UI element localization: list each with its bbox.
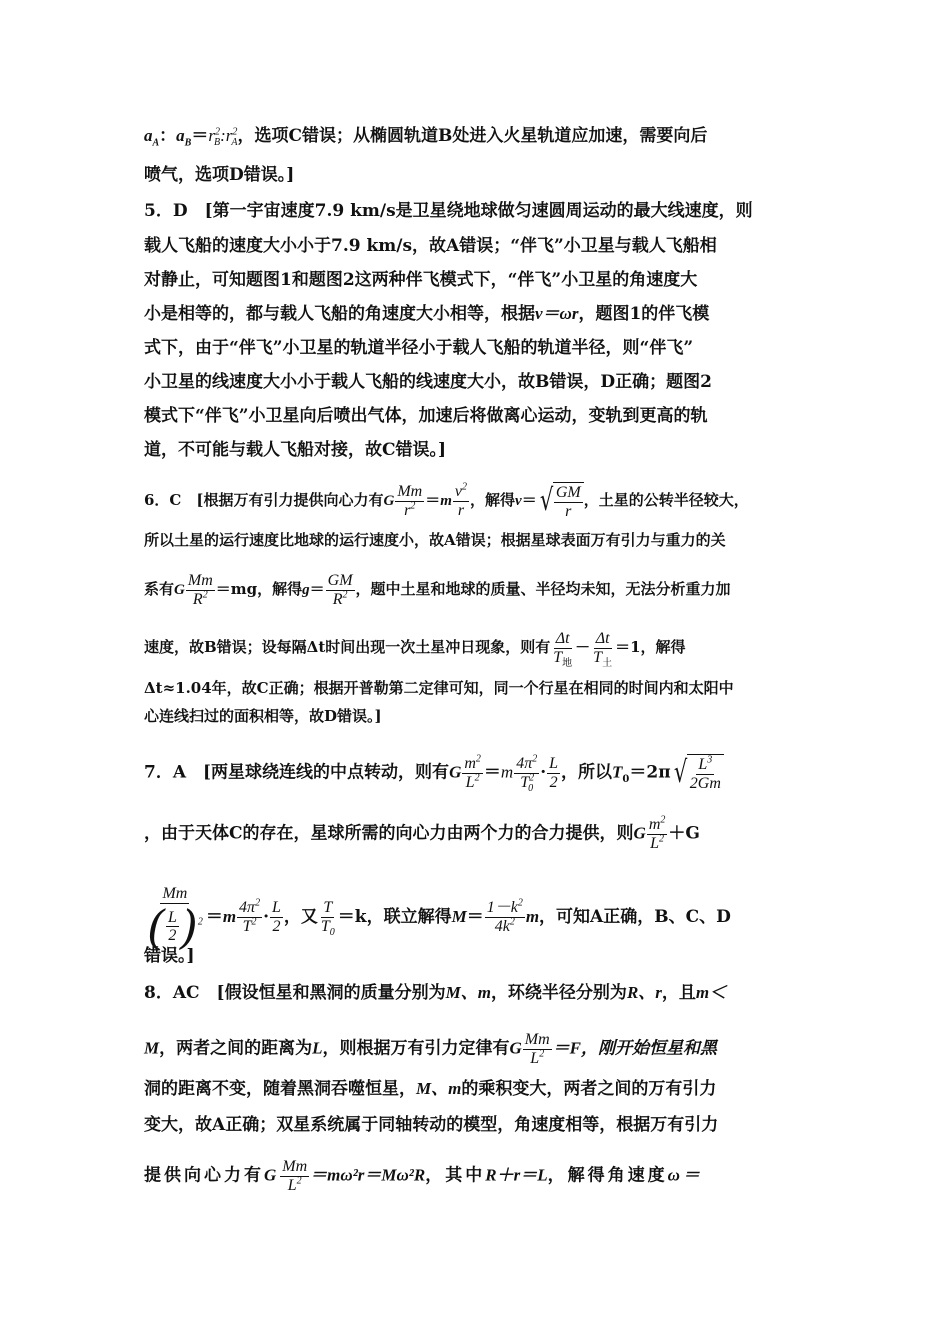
sqrt-GM-r: √ $\frac{GM}{r}$ xyxy=(537,482,584,520)
line-2: 喷气，选项D错误。] xyxy=(144,165,295,185)
q6-line-6: 心连线扫过的面积相等，故D错误。] xyxy=(144,707,382,725)
fraction-4pi2-T02: $\frac{4\pi^2}{T^2_0}$ xyxy=(516,753,538,794)
fraction-Mm-L2-b: $\frac{Mm}{L^2}$ xyxy=(282,1158,308,1194)
q7-line-2: ，由于天体C的存在，星球所需的向心力由两个力的合力提供，则G $\frac{m^2}{L^2}$ ＋G xyxy=(144,814,700,852)
q8-line-1: 8．AC [假设恒星和黑洞的质量分别为M、m，环绕半径分别为R、r，且m＜ xyxy=(144,983,727,1003)
line-1: $a_A$：$a_B=r^2_B:r^2_A$，选项C错误；从椭圆轨道B处进入火星轨道应加速，需要向后 xyxy=(144,126,708,149)
fraction-1mk2-4k2: $\frac{1-k^2}{4k^2}$ xyxy=(486,897,523,935)
q5-line-2: 载人飞船的速度大小小于7.9 km/s，故A错误；“伴飞”小卫星与载人飞船相 xyxy=(144,236,717,256)
q6-line-4: 速度，故B错误；设每隔Δt时间出现一次土星冲日现象，则有 $\frac{\Delta t}{T_地}$ － $\frac{\Delta t}{T_土}$ ＝1，解得 xyxy=(144,630,686,669)
q5-line-4: 小是相等的，都与载人飞船的角速度大小相等，根据v＝ωr，题图1的伴飞模 xyxy=(144,304,710,324)
q5-line-8: 道，不可能与载人飞船对接，故C错误。] xyxy=(144,440,447,460)
fraction-v2-r: $\frac{v^2}{r}$ xyxy=(454,481,468,519)
fraction-m2-L2: $\frac{m^2}{L^2}$ xyxy=(464,753,481,791)
q6-line-2: 所以土星的运行速度比地球的运行速度小，故A错误；根据星球表面万有引力与重力的关 xyxy=(144,531,726,549)
sqrt-L3-2Gm: √ $\frac{L^3}{2Gm}$ xyxy=(671,754,724,792)
q8-line-5: 提供向心力有G $\frac{Mm}{L^2}$ ＝mω²r＝Mω²R，其中R＋r＝L，解得角速度ω＝ xyxy=(144,1158,703,1194)
q6-line-3: 系有G $\frac{Mm}{R^2}$ ＝mg，解得g＝ $\frac{GM}{R^2}$ ，题中土星和地球的质量、半径均未知，无法分析重力加 xyxy=(144,572,731,608)
q7-line-3: Mm ( $\frac{L}{2}$ )$^2$ ＝m $\frac{4\pi^2}{T^2}$ · $\frac{L}{2}$ ，又 $\frac{T}{T_0}$ ＝k，联立解得M＝ $\frac{1-k^2}{4k^2}$ m，可知A正确，B、C、D xyxy=(147,885,731,954)
q5-line-5: 式下，由于“伴飞”小卫星的轨道半径小于载人飞船的轨道半径，则“伴飞” xyxy=(144,338,694,358)
fraction-Mm-L2: $\frac{Mm}{L^2}$ xyxy=(524,1031,550,1067)
fraction-L-2: $\frac{L}{2}$ xyxy=(549,755,559,791)
fraction-Mm-halfL2: Mm ( $\frac{L}{2}$ )$^2$ xyxy=(147,885,203,954)
a-A: $a_A$ xyxy=(144,126,160,149)
fraction-4pi2-T2: $\frac{4\pi^2}{T^2}$ xyxy=(239,897,261,935)
q8-line-3: 洞的距离不变，随着黑洞吞噬恒星，M、m的乘积变大，两者之间的万有引力 xyxy=(144,1079,717,1099)
q5-line-1: 5．D [第一宇宙速度7.9 km/s是卫星绕地球做匀速圆周运动的最大线速度，则 xyxy=(144,201,753,221)
q8-line-2: M，两者之间的距离为L，则根据万有引力定律有G $\frac{Mm}{L^2}$ ＝F，刚开始恒星和黑 xyxy=(144,1031,718,1067)
fraction-Mm-R2: $\frac{Mm}{R^2}$ xyxy=(187,572,213,608)
fraction-dt-Tearth: $\frac{\Delta t}{T_地}$ xyxy=(553,630,573,669)
fraction-Mm-r2: $\frac{Mm}{r^2}$ xyxy=(397,483,423,519)
q6-line-1: 6．C [根据万有引力提供向心力有G $\frac{Mm}{r^2}$ ＝m $\frac{v^2}{r}$ ，解得v＝ √ $\frac{GM}{r}$ ，土星的公转半径较大， xyxy=(144,481,749,520)
fraction-T-T0: $\frac{T}{T_0}$ xyxy=(320,899,335,938)
fraction-dt-Tsaturn: $\frac{\Delta t}{T_土}$ xyxy=(593,630,613,669)
fraction-L-2-b: $\frac{L}{2}$ xyxy=(271,899,281,935)
q7-line-4: 错误。] xyxy=(144,946,195,966)
q7-line-1: 7．A [两星球绕连线的中点转动，则有G $\frac{m^2}{L^2}$ ＝m $\frac{4\pi^2}{T^2_0}$ · $\frac{L}{2}$ ，所以$T_0=2\pi$ √ $\frac{L^3}{2Gm}$ xyxy=(144,754,724,792)
q8-line-4: 变大，故A正确；双星系统属于同轴转动的模型，角速度相等，根据万有引力 xyxy=(144,1115,719,1135)
fraction-m2-L2-b: $\frac{m^2}{L^2}$ xyxy=(648,814,666,852)
q5-line-7: 模式下“伴飞”小卫星向后喷出气体，加速后将做离心运动，变轨到更高的轨 xyxy=(144,406,708,426)
q6-line-5: Δt≈1.04年，故C正确；根据开普勒第二定律可知，同一个行星在相同的时间内和太阳中 xyxy=(144,679,734,697)
q5-line-3: 对静止，可知题图1和题图2这两种伴飞模式下，“伴飞”小卫星的角速度大 xyxy=(144,270,698,290)
fraction-GM-R2: $\frac{GM}{R^2}$ xyxy=(327,572,353,608)
line-1-text: 选项C错误；从椭圆轨道B处进入火星轨道应加速，需要向后 xyxy=(254,126,708,146)
q5-line-6: 小卫星的线速度大小小于载人飞船的线速度大小，故B错误，D正确；题图2 xyxy=(144,372,712,392)
